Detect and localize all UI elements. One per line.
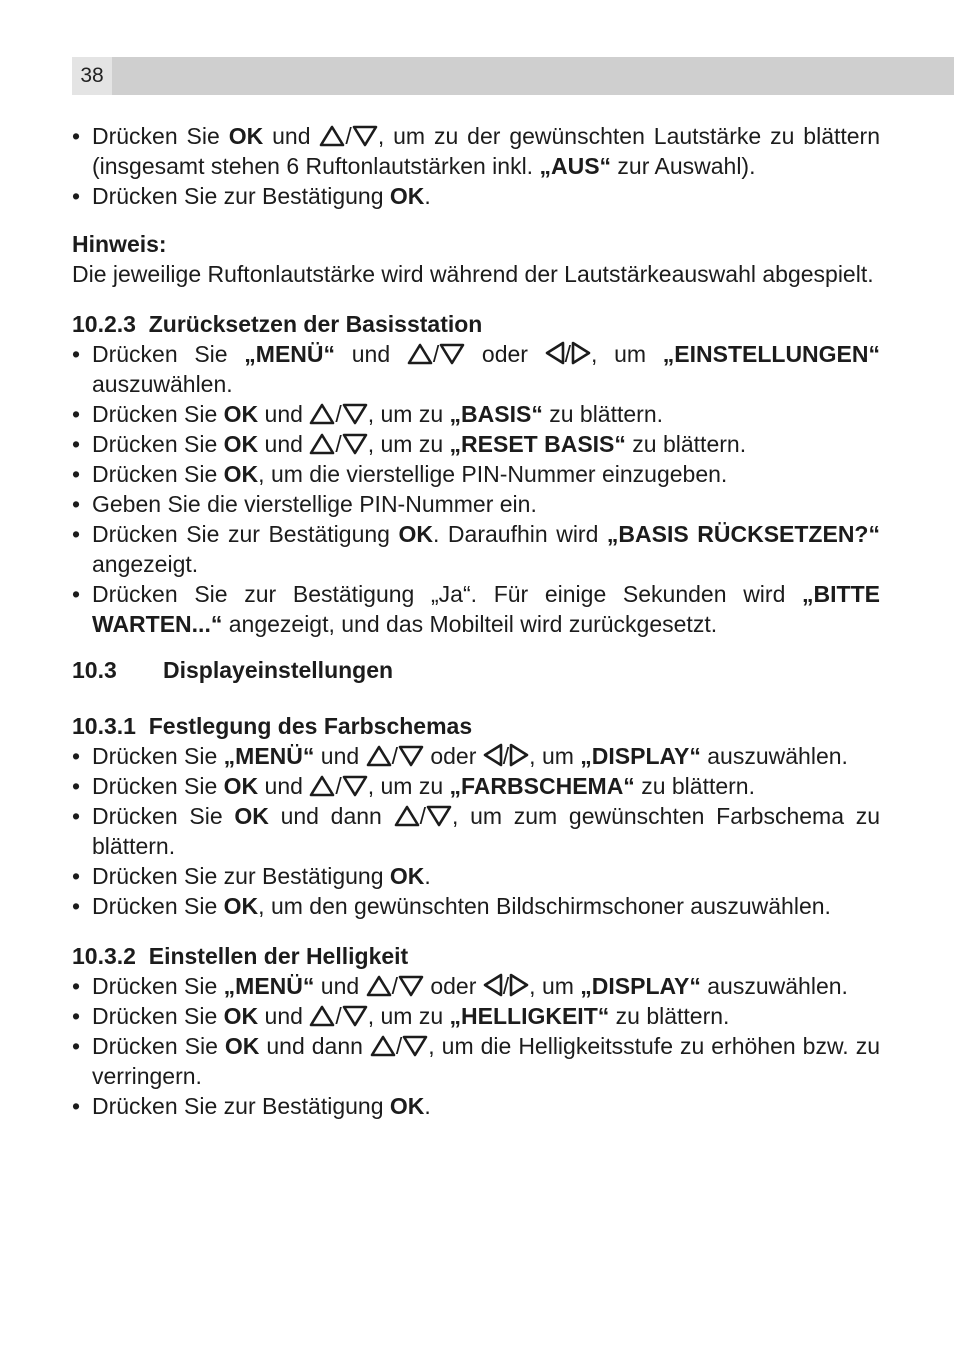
left-arrow-icon — [483, 973, 503, 997]
down-arrow-icon — [342, 403, 368, 425]
up-arrow-icon — [394, 805, 420, 827]
list-item: • Drücken Sie „MENÜ“ und / oder / , um „DISPLAY“ auszuwählen. — [72, 743, 848, 769]
list-item: • Drücken Sie zur Bestätigung OK. — [72, 1093, 431, 1119]
header-bar — [72, 57, 954, 95]
down-arrow-icon — [342, 1005, 368, 1027]
page-number: 38 — [72, 57, 112, 95]
list-item: • Drücken Sie OK und dann / , um zum gewünschten Farbschema zu blättern. — [72, 803, 881, 859]
down-arrow-icon — [398, 975, 424, 997]
list-item: • Drücken Sie „MENÜ“ und / oder / , um „DISPLAY“ auszuwählen. — [72, 973, 848, 999]
list-item: • Drücken Sie zur Bestätigung OK. — [72, 183, 431, 209]
left-arrow-icon — [483, 743, 503, 767]
down-arrow-icon — [352, 125, 378, 147]
right-arrow-icon — [509, 743, 529, 767]
up-arrow-icon — [366, 975, 392, 997]
list-item: • Drücken Sie „MENÜ“ und / oder / , um „EINSTELLUNGEN“ auszuwählen. — [72, 341, 881, 397]
page-content — [72, 121, 880, 1121]
list-item: • Drücken Sie OK und / , um zu „BASIS“ zu blättern. — [72, 401, 664, 427]
section-heading: 10.3 Displayeinstellungen — [72, 657, 394, 683]
up-arrow-icon — [309, 775, 335, 797]
list-item: • Drücken Sie zur Bestätigung „Ja“. Für einige Sekunden wird „BITTE WARTEN...“ angezeigt, und das Mobilteil wird zurückgesetzt. — [72, 581, 880, 637]
up-arrow-icon — [309, 433, 335, 455]
list-item: • Drücken Sie OK, um die vierstellige PIN-Nummer einzugeben. — [72, 461, 728, 487]
left-arrow-icon — [545, 341, 565, 365]
list-item: • Drücken Sie OK, um den gewünschten Bildschirmschoner auszuwählen. — [72, 893, 831, 919]
up-arrow-icon — [407, 343, 433, 365]
list-item: • Drücken Sie OK und / , um zu „HELLIGKEIT“ zu blättern. — [72, 1003, 730, 1029]
list-item: • Drücken Sie zur Bestätigung OK. Daraufhin wird „BASIS RÜCKSETZEN?“ angezeigt. — [72, 521, 880, 577]
section-heading: 10.3.2 Einstellen der Helligkeit — [72, 943, 409, 969]
up-arrow-icon — [309, 1005, 335, 1027]
section-heading: 10.2.3 Zurücksetzen der Basisstation — [72, 311, 483, 337]
hint-text: Die jeweilige Ruftonlautstärke wird während der Lautstärkeauswahl abgespielt. — [72, 261, 874, 287]
down-arrow-icon — [342, 433, 368, 455]
list-item: • Drücken Sie zur Bestätigung OK. — [72, 863, 431, 889]
right-arrow-icon — [571, 341, 591, 365]
down-arrow-icon — [342, 775, 368, 797]
down-arrow-icon — [426, 805, 452, 827]
list-item: • Geben Sie die vierstellige PIN-Nummer ein. — [72, 491, 537, 517]
up-arrow-icon — [370, 1035, 396, 1057]
up-arrow-icon — [366, 745, 392, 767]
section-heading: 10.3.1 Festlegung des Farbschemas — [72, 713, 473, 739]
list-item: • Drücken Sie OK und / , um zu der gewünschten Lautstärke zu blättern (insgesamt stehen 6 Ruftonlautstärken inkl. „AUS“ zur Auswahl). — [72, 123, 881, 179]
down-arrow-icon — [398, 745, 424, 767]
list-item: • Drücken Sie OK und / , um zu „RESET BASIS“ zu blättern. — [72, 431, 747, 457]
down-arrow-icon — [439, 343, 465, 365]
right-arrow-icon — [509, 973, 529, 997]
list-item: • Drücken Sie OK und / , um zu „FARBSCHEMA“ zu blättern. — [72, 773, 755, 799]
up-arrow-icon — [319, 125, 345, 147]
up-arrow-icon — [309, 403, 335, 425]
down-arrow-icon — [402, 1035, 428, 1057]
list-item: • Drücken Sie OK und dann / , um die Helligkeitsstufe zu erhöhen bzw. zu verringern. — [72, 1033, 880, 1089]
hint-label: Hinweis: — [72, 231, 167, 257]
